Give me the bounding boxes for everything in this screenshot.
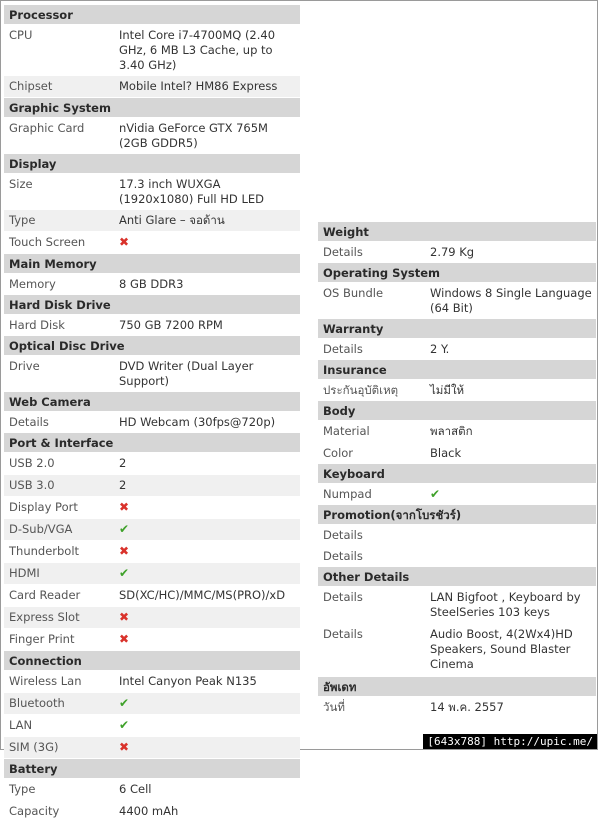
value-webcam: HD Webcam (30fps@720p)	[119, 415, 276, 429]
row-webcam	[4, 412, 300, 433]
row-os-bundle	[318, 283, 596, 319]
check-icon: ✔	[430, 487, 441, 501]
row-cpu	[4, 25, 300, 76]
value-other-2: Audio Boost, 4(2Wx4)HD Speakers, Sound Blaster Cinema	[430, 627, 573, 671]
row-promotion-1	[318, 525, 596, 546]
value-memory: 8 GB DDR3	[119, 277, 184, 291]
label-promotion-1: Details	[323, 528, 363, 542]
spec-table-left	[4, 5, 300, 823]
label-other-1: Details	[323, 590, 363, 604]
value-other-1: LAN Bigfoot , Keyboard by SteelSeries 103 keys	[430, 590, 581, 619]
cross-icon: ✖	[119, 544, 130, 558]
value-display-size: 17.3 inch WUXGA (1920x1080) Full HD LED	[119, 177, 264, 206]
section-keyboard: Keyboard	[318, 464, 596, 484]
label-usb3: USB 3.0	[9, 478, 55, 492]
row-bluetooth	[4, 693, 300, 715]
label-os-bundle: OS Bundle	[323, 286, 384, 300]
label-update-date: วันที่	[323, 700, 345, 714]
label-other-2: Details	[323, 627, 363, 641]
value-usb3: 2	[119, 478, 127, 492]
value-usb2: 2	[119, 456, 127, 470]
row-finger-print	[4, 629, 300, 651]
label-lan: LAN	[9, 718, 33, 732]
label-material: Material	[323, 424, 370, 438]
cross-icon: ✖	[119, 610, 130, 624]
check-icon: ✔	[119, 566, 130, 580]
value-warranty: 2 Y.	[430, 342, 450, 356]
label-dsub-vga: D-Sub/VGA	[9, 522, 73, 536]
row-memory	[4, 274, 300, 295]
label-display-size: Size	[9, 177, 33, 191]
value-drive: DVD Writer (Dual Layer Support)	[119, 359, 254, 388]
row-card-reader	[4, 585, 300, 607]
row-thunderbolt	[4, 541, 300, 563]
section-connection: Connection	[4, 651, 300, 671]
label-thunderbolt: Thunderbolt	[9, 544, 80, 558]
section-battery: Battery	[4, 759, 300, 779]
row-insurance	[318, 380, 596, 401]
section-warranty: Warranty	[318, 319, 596, 339]
check-icon: ✔	[119, 522, 130, 536]
row-hard-disk	[4, 315, 300, 336]
row-battery-type	[4, 779, 300, 801]
value-battery-type: 6 Cell	[119, 782, 152, 796]
value-chipset: Mobile Intel? HM86 Express	[119, 79, 278, 93]
section-insurance: Insurance	[318, 360, 596, 380]
row-other-2	[318, 624, 596, 677]
section-promotion: Promotion(จากโบรชัวร์)	[318, 505, 596, 525]
row-update-date	[318, 697, 596, 722]
label-battery-capacity: Capacity	[9, 804, 60, 818]
label-touch-screen: Touch Screen	[9, 235, 86, 249]
value-hard-disk: 750 GB 7200 RPM	[119, 318, 223, 332]
value-card-reader: SD(XC/HC)/MMC/MS(PRO)/xD	[119, 588, 286, 602]
section-optical: Optical Disc Drive	[4, 336, 300, 356]
label-drive: Drive	[9, 359, 40, 373]
label-graphic-card: Graphic Card	[9, 121, 85, 135]
label-display-port: Display Port	[9, 500, 78, 514]
cross-icon: ✖	[119, 740, 130, 754]
row-wireless-lan	[4, 671, 300, 693]
row-drive	[4, 356, 300, 392]
section-other: Other Details	[318, 567, 596, 587]
row-warranty	[318, 339, 596, 360]
row-express-slot	[4, 607, 300, 629]
section-hdd: Hard Disk Drive	[4, 295, 300, 315]
value-material: พลาสติก	[430, 424, 473, 438]
row-battery-capacity	[4, 801, 300, 823]
row-color	[318, 443, 596, 464]
row-lan	[4, 715, 300, 737]
row-display-port	[4, 497, 300, 519]
label-display-type: Type	[9, 213, 36, 227]
row-material	[318, 421, 596, 443]
label-chipset: Chipset	[9, 79, 53, 93]
row-dsub-vga	[4, 519, 300, 541]
row-numpad	[318, 484, 596, 505]
label-usb2: USB 2.0	[9, 456, 55, 470]
value-display-type: Anti Glare – จอด้าน	[119, 213, 225, 227]
label-sim: SIM (3G)	[9, 740, 59, 754]
label-weight: Details	[323, 245, 363, 259]
value-weight: 2.79 Kg	[430, 245, 475, 259]
label-memory: Memory	[9, 277, 56, 291]
value-insurance: ไม่มีให้	[430, 383, 465, 397]
row-promotion-2	[318, 546, 596, 567]
label-card-reader: Card Reader	[9, 588, 81, 602]
image-host-watermark: [643x788] http://upic.me/	[423, 734, 597, 749]
label-insurance: ประกันอุบัติเหตุ	[323, 383, 399, 397]
section-graphic: Graphic System	[4, 98, 300, 118]
row-chipset	[4, 76, 300, 98]
cross-icon: ✖	[119, 632, 130, 646]
row-sim	[4, 737, 300, 759]
row-usb2	[4, 453, 300, 475]
check-icon: ✔	[119, 696, 130, 710]
section-body: Body	[318, 401, 596, 421]
label-color: Color	[323, 446, 354, 460]
row-hdmi	[4, 563, 300, 585]
value-color: Black	[430, 446, 462, 460]
label-hard-disk: Hard Disk	[9, 318, 65, 332]
label-bluetooth: Bluetooth	[9, 696, 65, 710]
label-promotion-2: Details	[323, 549, 363, 563]
row-other-1	[318, 587, 596, 624]
section-webcam: Web Camera	[4, 392, 300, 412]
section-ports: Port & Interface	[4, 433, 300, 453]
section-memory: Main Memory	[4, 254, 300, 274]
label-webcam: Details	[9, 415, 49, 429]
cross-icon: ✖	[119, 500, 130, 514]
label-wireless-lan: Wireless Lan	[9, 674, 82, 688]
section-processor: Processor	[4, 5, 300, 25]
row-touch-screen	[4, 232, 300, 254]
label-cpu: CPU	[9, 28, 33, 42]
row-display-type	[4, 210, 300, 232]
section-weight: Weight	[318, 222, 596, 242]
spec-table-right	[318, 222, 596, 722]
cross-icon: ✖	[119, 235, 130, 249]
section-update: อัพเดท	[318, 677, 596, 697]
label-warranty: Details	[323, 342, 363, 356]
label-numpad: Numpad	[323, 487, 372, 501]
section-display: Display	[4, 154, 300, 174]
label-finger-print: Finger Print	[9, 632, 75, 646]
row-display-size	[4, 174, 300, 210]
check-icon: ✔	[119, 718, 130, 732]
value-battery-capacity: 4400 mAh	[119, 804, 179, 818]
row-graphic-card	[4, 118, 300, 154]
label-battery-type: Type	[9, 782, 36, 796]
value-graphic-card: nVidia GeForce GTX 765M (2GB GDDR5)	[119, 121, 268, 150]
value-update-date: 14 พ.ค. 2557	[430, 700, 504, 714]
value-wireless-lan: Intel Canyon Peak N135	[119, 674, 257, 688]
value-cpu: Intel Core i7-4700MQ (2.40 GHz, 6 MB L3 Cache, up to 3.40 GHz)	[119, 28, 276, 72]
value-os-bundle: Windows 8 Single Language (64 Bit)	[430, 286, 592, 315]
row-weight	[318, 242, 596, 263]
row-usb3	[4, 475, 300, 497]
label-express-slot: Express Slot	[9, 610, 80, 624]
label-hdmi: HDMI	[9, 566, 40, 580]
section-os: Operating System	[318, 263, 596, 283]
